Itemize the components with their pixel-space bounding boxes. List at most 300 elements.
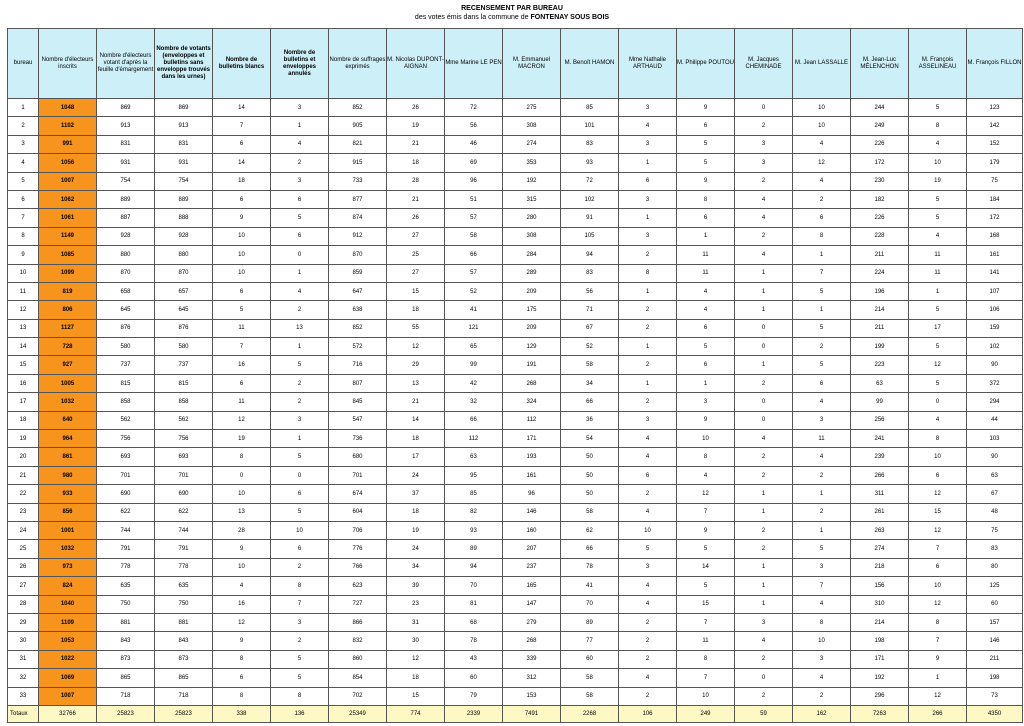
table-cell: 1: [619, 209, 677, 227]
table-cell: 160: [503, 521, 561, 539]
table-cell: 10: [793, 99, 851, 117]
table-cell: 9: [213, 209, 271, 227]
table-cell: 32: [445, 393, 503, 411]
table-row: [8, 485, 1023, 503]
table-row: [8, 301, 1023, 319]
table-cell: 34: [387, 558, 445, 576]
table-cell: 1: [619, 154, 677, 172]
table-cell: 4: [793, 393, 851, 411]
table-cell: 1: [735, 558, 793, 576]
table-cell: 11: [909, 246, 967, 264]
table-cell: 2: [271, 558, 329, 576]
table-cell: 6: [213, 282, 271, 300]
table-cell: 5: [271, 448, 329, 466]
table-row: [8, 650, 1023, 668]
bureau-cell: 27: [8, 577, 39, 595]
inscrits-cell: 1061: [39, 209, 97, 227]
table-cell: 4: [271, 282, 329, 300]
table-cell: 339: [503, 650, 561, 668]
table-cell: 604: [329, 503, 387, 521]
inscrits-cell: 806: [39, 301, 97, 319]
table-cell: 4: [271, 135, 329, 153]
table-cell: 744: [155, 521, 213, 539]
table-cell: 5: [793, 356, 851, 374]
table-cell: 5: [271, 650, 329, 668]
table-cell: 860: [329, 650, 387, 668]
totals-cell: 4350: [967, 705, 1023, 722]
table-cell: 192: [851, 669, 909, 687]
table-row: [8, 282, 1023, 300]
table-cell: 807: [329, 374, 387, 392]
table-cell: 193: [503, 448, 561, 466]
table-cell: 0: [271, 246, 329, 264]
table-cell: 1: [735, 503, 793, 521]
inscrits-cell: 1099: [39, 264, 97, 282]
table-cell: 2: [735, 374, 793, 392]
table-cell: 913: [155, 117, 213, 135]
table-cell: 1: [619, 338, 677, 356]
table-cell: 12: [677, 485, 735, 503]
table-cell: 112: [445, 430, 503, 448]
table-cell: 15: [387, 687, 445, 705]
totals-cell: 249: [677, 705, 735, 722]
table-row: [8, 466, 1023, 484]
table-cell: 8: [213, 650, 271, 668]
table-cell: 75: [967, 521, 1023, 539]
table-cell: 8: [213, 687, 271, 705]
table-cell: 10: [793, 632, 851, 650]
table-cell: 58: [561, 356, 619, 374]
table-cell: 89: [561, 613, 619, 631]
totals-cell: 136: [271, 705, 329, 722]
bureau-cell: 10: [8, 264, 39, 282]
table-cell: 2: [793, 466, 851, 484]
table-cell: 778: [155, 558, 213, 576]
table-cell: 106: [967, 301, 1023, 319]
table-cell: 2: [271, 301, 329, 319]
table-cell: 881: [97, 613, 155, 631]
table-cell: 230: [851, 172, 909, 190]
table-cell: 14: [213, 99, 271, 117]
table-cell: 10: [677, 430, 735, 448]
table-cell: 5: [909, 338, 967, 356]
table-cell: 14: [677, 558, 735, 576]
inscrits-cell: 1001: [39, 521, 97, 539]
table-cell: 3: [793, 411, 851, 429]
table-cell: 1: [735, 264, 793, 282]
table-cell: 693: [97, 448, 155, 466]
table-row: [8, 411, 1023, 429]
table-cell: 95: [445, 466, 503, 484]
totals-cell: 338: [213, 705, 271, 722]
table-cell: 4: [619, 430, 677, 448]
table-cell: 165: [503, 577, 561, 595]
table-cell: 15: [677, 595, 735, 613]
table-cell: 223: [851, 356, 909, 374]
inscrits-cell: 1056: [39, 154, 97, 172]
table-cell: 85: [561, 99, 619, 117]
table-cell: 12: [213, 613, 271, 631]
table-cell: 78: [445, 632, 503, 650]
table-row: [8, 338, 1023, 356]
table-cell: 638: [329, 301, 387, 319]
table-cell: 66: [445, 246, 503, 264]
table-cell: 5: [213, 301, 271, 319]
bureau-cell: 13: [8, 319, 39, 337]
bureau-cell: 30: [8, 632, 39, 650]
table-cell: 5: [619, 540, 677, 558]
totals-row: [8, 705, 1023, 722]
table-cell: 3: [619, 99, 677, 117]
table-cell: 42: [445, 374, 503, 392]
table-cell: 870: [329, 246, 387, 264]
table-cell: 54: [561, 430, 619, 448]
table-cell: 58: [561, 669, 619, 687]
table-cell: 214: [851, 301, 909, 319]
table-cell: 123: [967, 99, 1023, 117]
table-cell: 66: [561, 393, 619, 411]
table-cell: 0: [735, 411, 793, 429]
table-cell: 18: [387, 154, 445, 172]
table-cell: 308: [503, 117, 561, 135]
table-cell: 776: [329, 540, 387, 558]
table-cell: 690: [97, 485, 155, 503]
inscrits-cell: 1005: [39, 374, 97, 392]
table-cell: 94: [561, 246, 619, 264]
table-cell: 14: [387, 411, 445, 429]
table-cell: 4: [735, 190, 793, 208]
table-cell: 852: [329, 99, 387, 117]
inscrits-cell: 991: [39, 135, 97, 153]
totals-label: Totaux: [8, 705, 39, 722]
table-cell: 880: [97, 246, 155, 264]
table-cell: 6: [619, 172, 677, 190]
table-cell: 680: [329, 448, 387, 466]
table-cell: 3: [735, 154, 793, 172]
table-cell: 7: [677, 669, 735, 687]
table-cell: 1: [735, 577, 793, 595]
table-cell: 13: [213, 503, 271, 521]
table-cell: 17: [909, 319, 967, 337]
table-cell: 58: [561, 687, 619, 705]
table-cell: 19: [387, 521, 445, 539]
table-cell: 874: [329, 209, 387, 227]
table-cell: 147: [503, 595, 561, 613]
table-cell: 869: [97, 99, 155, 117]
table-cell: 6: [271, 485, 329, 503]
table-row: [8, 154, 1023, 172]
table-cell: 870: [97, 264, 155, 282]
table-cell: 121: [445, 319, 503, 337]
table-cell: 21: [387, 393, 445, 411]
table-row: [8, 613, 1023, 631]
table-cell: 50: [561, 466, 619, 484]
table-cell: 83: [561, 135, 619, 153]
table-cell: 0: [909, 393, 967, 411]
table-cell: 647: [329, 282, 387, 300]
table-cell: 3: [271, 411, 329, 429]
table-cell: 102: [967, 338, 1023, 356]
table-cell: 78: [561, 558, 619, 576]
table-cell: 905: [329, 117, 387, 135]
table-cell: 3: [793, 650, 851, 668]
table-cell: 41: [445, 301, 503, 319]
table-cell: 915: [329, 154, 387, 172]
table-cell: 12: [909, 595, 967, 613]
table-cell: 756: [97, 430, 155, 448]
table-cell: 5: [793, 282, 851, 300]
column-header: M. Nicolas DUPONT-AIGNAN: [387, 29, 445, 99]
table-cell: 5: [793, 319, 851, 337]
table-cell: 21: [387, 190, 445, 208]
table-cell: 0: [213, 466, 271, 484]
column-header: M. François ASSELINEAU: [909, 29, 967, 99]
table-cell: 889: [155, 190, 213, 208]
bureau-cell: 28: [8, 595, 39, 613]
table-row: [8, 117, 1023, 135]
table-cell: 83: [967, 540, 1023, 558]
table-cell: 17: [387, 448, 445, 466]
bureau-cell: 25: [8, 540, 39, 558]
table-cell: 372: [967, 374, 1023, 392]
table-cell: 209: [503, 282, 561, 300]
table-cell: 101: [561, 117, 619, 135]
column-header: Mme Marine LE PEN: [445, 29, 503, 99]
table-cell: 48: [967, 503, 1023, 521]
column-header: M. Benoît HAMON: [561, 29, 619, 99]
table-cell: 14: [213, 154, 271, 172]
table-cell: 11: [213, 319, 271, 337]
table-cell: 9: [909, 650, 967, 668]
table-cell: 831: [97, 135, 155, 153]
table-cell: 353: [503, 154, 561, 172]
table-cell: 1: [735, 485, 793, 503]
table-cell: 99: [445, 356, 503, 374]
table-cell: 9: [213, 540, 271, 558]
table-cell: 3: [619, 190, 677, 208]
table-cell: 9: [677, 411, 735, 429]
inscrits-cell: 1007: [39, 172, 97, 190]
table-cell: 737: [155, 356, 213, 374]
bureau-cell: 2: [8, 117, 39, 135]
bureau-cell: 11: [8, 282, 39, 300]
table-cell: 931: [97, 154, 155, 172]
table-cell: 876: [97, 319, 155, 337]
table-cell: 0: [735, 319, 793, 337]
table-cell: 791: [155, 540, 213, 558]
table-cell: 224: [851, 264, 909, 282]
table-cell: 182: [851, 190, 909, 208]
table-row: [8, 227, 1023, 245]
table-cell: 0: [271, 466, 329, 484]
table-cell: 8: [271, 687, 329, 705]
table-row: [8, 448, 1023, 466]
inscrits-cell: 973: [39, 558, 97, 576]
table-cell: 198: [851, 632, 909, 650]
table-cell: 6: [271, 190, 329, 208]
table-cell: 296: [851, 687, 909, 705]
table-cell: 79: [445, 687, 503, 705]
table-cell: 94: [445, 558, 503, 576]
table-cell: 880: [155, 246, 213, 264]
table-cell: 2: [619, 246, 677, 264]
table-cell: 19: [387, 117, 445, 135]
table-cell: 2: [619, 356, 677, 374]
inscrits-cell: 1032: [39, 393, 97, 411]
table-cell: 658: [97, 282, 155, 300]
table-cell: 226: [851, 209, 909, 227]
table-cell: 274: [503, 135, 561, 153]
table-cell: 622: [97, 503, 155, 521]
table-cell: 10: [213, 485, 271, 503]
inscrits-cell: 819: [39, 282, 97, 300]
table-cell: 10: [213, 246, 271, 264]
bureau-cell: 12: [8, 301, 39, 319]
table-cell: 43: [445, 650, 503, 668]
table-cell: 60: [967, 595, 1023, 613]
table-cell: 81: [445, 595, 503, 613]
table-cell: 2: [619, 650, 677, 668]
table-cell: 44: [967, 411, 1023, 429]
table-cell: 11: [213, 393, 271, 411]
table-cell: 18: [387, 430, 445, 448]
bureau-cell: 19: [8, 430, 39, 448]
totals-cell: 266: [909, 705, 967, 722]
totals-cell: 106: [619, 705, 677, 722]
table-cell: 5: [909, 209, 967, 227]
table-cell: 261: [851, 503, 909, 521]
table-cell: 37: [387, 485, 445, 503]
column-header: Nombre d'électeurs inscrits: [39, 29, 97, 99]
table-cell: 1: [677, 374, 735, 392]
table-cell: 1: [735, 595, 793, 613]
table-cell: 8: [909, 613, 967, 631]
table-cell: 16: [213, 356, 271, 374]
table-cell: 2: [619, 632, 677, 650]
table-row: [8, 393, 1023, 411]
table-cell: 6: [909, 466, 967, 484]
table-cell: 12: [387, 650, 445, 668]
table-cell: 19: [909, 172, 967, 190]
table-row: [8, 135, 1023, 153]
table-cell: 6: [793, 374, 851, 392]
table-cell: 2: [619, 687, 677, 705]
table-cell: 5: [271, 209, 329, 227]
table-cell: 12: [793, 154, 851, 172]
table-cell: 873: [155, 650, 213, 668]
column-header: M. Emmanuel MACRON: [503, 29, 561, 99]
table-cell: 8: [619, 264, 677, 282]
table-cell: 6: [677, 209, 735, 227]
table-cell: 8: [909, 117, 967, 135]
table-cell: 70: [561, 595, 619, 613]
table-cell: 191: [503, 356, 561, 374]
table-cell: 913: [97, 117, 155, 135]
table-cell: 645: [155, 301, 213, 319]
table-cell: 4: [677, 282, 735, 300]
table-cell: 635: [97, 577, 155, 595]
table-cell: 873: [97, 650, 155, 668]
table-cell: 1: [909, 669, 967, 687]
table-cell: 156: [851, 577, 909, 595]
table-cell: 58: [445, 227, 503, 245]
bureau-cell: 7: [8, 209, 39, 227]
inscrits-cell: 964: [39, 430, 97, 448]
table-cell: 727: [329, 595, 387, 613]
table-cell: 172: [851, 154, 909, 172]
table-cell: 5: [909, 301, 967, 319]
table-cell: 733: [329, 172, 387, 190]
table-cell: 8: [793, 613, 851, 631]
table-cell: 57: [445, 209, 503, 227]
table-cell: 832: [329, 632, 387, 650]
table-cell: 228: [851, 227, 909, 245]
table-cell: 112: [503, 411, 561, 429]
table-cell: 4: [735, 632, 793, 650]
table-cell: 146: [967, 632, 1023, 650]
bureau-cell: 31: [8, 650, 39, 668]
table-cell: 6: [271, 227, 329, 245]
column-header: Nombre de votants (enveloppes et bulletins sans enveloppe trouvés dans les urnes): [155, 29, 213, 99]
table-cell: 1: [793, 301, 851, 319]
table-cell: 60: [561, 650, 619, 668]
table-cell: 172: [967, 209, 1023, 227]
table-cell: 146: [503, 503, 561, 521]
table-cell: 184: [967, 190, 1023, 208]
column-header: M. Jean-Luc MÉLENCHON: [851, 29, 909, 99]
table-cell: 7: [793, 264, 851, 282]
table-cell: 6: [677, 356, 735, 374]
table-cell: 1: [793, 246, 851, 264]
table-cell: 645: [97, 301, 155, 319]
table-row: [8, 558, 1023, 576]
inscrits-cell: 1149: [39, 227, 97, 245]
table-cell: 10: [619, 521, 677, 539]
table-cell: 52: [445, 282, 503, 300]
table-cell: 5: [677, 154, 735, 172]
table-cell: 5: [793, 540, 851, 558]
bureau-cell: 3: [8, 135, 39, 153]
table-row: [8, 503, 1023, 521]
table-cell: 2: [619, 319, 677, 337]
inscrits-cell: 1062: [39, 190, 97, 208]
table-cell: 1: [271, 117, 329, 135]
table-cell: 50: [561, 485, 619, 503]
table-cell: 153: [503, 687, 561, 705]
table-cell: 876: [155, 319, 213, 337]
table-cell: 244: [851, 99, 909, 117]
table-cell: 821: [329, 135, 387, 153]
table-cell: 65: [445, 338, 503, 356]
table-cell: 750: [155, 595, 213, 613]
table-cell: 690: [155, 485, 213, 503]
column-header: bureau: [8, 29, 39, 99]
bureau-cell: 9: [8, 246, 39, 264]
table-cell: 18: [387, 503, 445, 521]
table-cell: 4: [677, 301, 735, 319]
table-cell: 1: [619, 374, 677, 392]
table-cell: 99: [851, 393, 909, 411]
table-cell: 0: [735, 393, 793, 411]
table-cell: 93: [561, 154, 619, 172]
table-cell: 27: [387, 264, 445, 282]
table-cell: 4: [793, 135, 851, 153]
table-cell: 622: [155, 503, 213, 521]
table-cell: 881: [155, 613, 213, 631]
table-cell: 6: [619, 466, 677, 484]
table-cell: 70: [445, 577, 503, 595]
table-cell: 23: [387, 595, 445, 613]
